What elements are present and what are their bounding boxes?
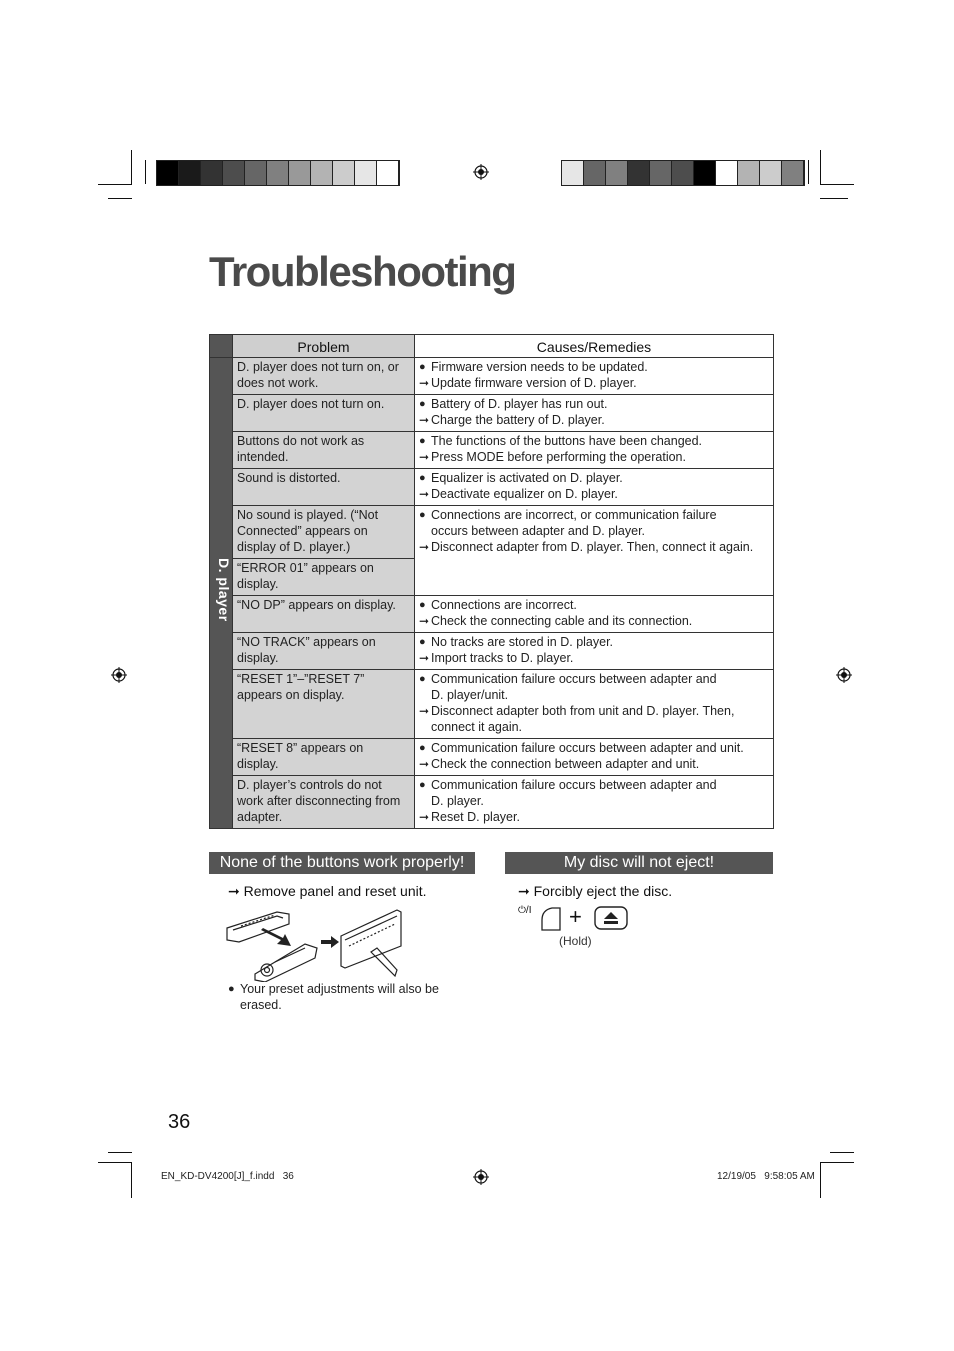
page-title: Troubleshooting (209, 248, 516, 295)
table-header-causes: Causes/Remedies (415, 335, 774, 358)
color-swatch (628, 161, 650, 185)
color-swatch (289, 161, 311, 185)
color-swatch (311, 161, 333, 185)
color-swatch (377, 161, 399, 185)
registration-mark-icon (836, 667, 852, 683)
registration-mark-icon (473, 1169, 489, 1185)
footer-timestamp: 12/19/05 9:58:05 AM (717, 1171, 815, 1182)
causes-cell: ● Communication failure occurs between adapter and D. player/unit. ➞ Disconnect adapter both from unit and D. player. Then, connect it again. (415, 670, 774, 739)
power-button-icon (538, 906, 564, 932)
arrow-icon: ➞ (419, 614, 430, 628)
hold-label: (Hold) (559, 934, 592, 948)
table-header-blank (210, 335, 233, 358)
causes-cell: ● Battery of D. player has run out. ➞ Charge the battery of D. player. (415, 395, 774, 432)
causes-cell: ● No tracks are stored in D. player. ➞ Import tracks to D. player. (415, 633, 774, 670)
instruction-remove-panel: ➞ Remove panel and reset unit. (228, 883, 427, 899)
color-swatch (606, 161, 628, 185)
problem-cell: “ERROR 01” appears on display. (233, 559, 415, 596)
problem-cell: D. player does not turn on, or does not work. (233, 358, 415, 395)
problem-cell: “RESET 1”–”RESET 7” appears on display. (233, 670, 415, 739)
power-symbol-label: ⏻/I (518, 905, 532, 916)
grayscale-color-bar-left (156, 160, 400, 186)
problem-cell: Sound is distorted. (233, 469, 415, 506)
crop-mark (131, 150, 132, 184)
section-label: D. player (216, 558, 232, 622)
crop-mark (820, 150, 821, 184)
causes-cell: ● Equalizer is activated on D. player. ➞ Deactivate equalizer on D. player. (415, 469, 774, 506)
section-side-tab (210, 358, 233, 829)
remove-panel-illustration (225, 906, 415, 982)
crop-mark (830, 1152, 854, 1153)
section-heading-eject: My disc will not eject! (505, 852, 773, 874)
preset-note: ● Your preset adjustments will also be erased. (228, 981, 439, 1013)
crop-mark (820, 198, 848, 199)
registration-mark-icon (473, 164, 489, 180)
troubleshooting-table (209, 334, 774, 829)
footer-file: EN_KD-DV4200[J]_f.indd 36 (161, 1171, 294, 1182)
arrow-icon: ➞ (419, 651, 430, 665)
arrow-icon: ➞ (419, 757, 430, 771)
table-row (210, 633, 774, 670)
problem-cell: Buttons do not work as intended. (233, 432, 415, 469)
causes-cell: ● Connections are incorrect. ➞ Check the connecting cable and its connection. (415, 596, 774, 633)
color-swatch (267, 161, 289, 185)
page-number: 36 (168, 1111, 191, 1133)
table-row (210, 358, 774, 395)
causes-cell: ● The functions of the buttons have been changed. ➞ Press MODE before performing the operation. (415, 432, 774, 469)
arrow-icon: ➞ (419, 810, 430, 824)
color-swatch (738, 161, 760, 185)
table-row (210, 739, 774, 776)
table-row (210, 670, 774, 739)
causes-cell: ● Communication failure occurs between adapter and D. player. ➞ Reset D. player. (415, 776, 774, 829)
problem-cell: “RESET 8” appears on display. (233, 739, 415, 776)
color-swatch (245, 161, 267, 185)
arrow-icon: ➞ (228, 883, 240, 899)
instruction-eject: ➞ Forcibly eject the disc. (518, 883, 673, 899)
crop-mark (808, 160, 809, 184)
problem-cell: No sound is played. (“Not Connected” appears on display of D. player.) (233, 506, 415, 559)
color-swatch (584, 161, 606, 185)
table-row (210, 469, 774, 506)
table-row (210, 506, 774, 559)
color-swatch (782, 161, 804, 185)
arrow-icon: ➞ (419, 487, 430, 501)
color-swatch (223, 161, 245, 185)
causes-cell: ● Connections are incorrect, or communication failure occurs between adapter and D. player. ➞ Disconnect adapter from D. player. Then, connect it again. (415, 506, 774, 596)
table-row (210, 776, 774, 829)
arrow-icon: ➞ (518, 883, 530, 899)
table-row (210, 395, 774, 432)
causes-cell: ● Communication failure occurs between adapter and unit. ➞ Check the connection between adapter and unit. (415, 739, 774, 776)
section-heading-buttons: None of the buttons work properly! (209, 852, 475, 874)
plus-sign: + (569, 904, 582, 929)
color-swatch (157, 161, 179, 185)
problem-cell: “NO DP” appears on display. (233, 596, 415, 633)
grayscale-color-bar-right (561, 160, 805, 186)
color-swatch (201, 161, 223, 185)
problem-cell: D. player does not turn on. (233, 395, 415, 432)
arrow-icon: ➞ (419, 413, 430, 427)
eject-button-icon (594, 906, 628, 930)
problem-cell: D. player’s controls do not work after disconnecting from adapter. (233, 776, 415, 829)
arrow-icon: ➞ (419, 450, 430, 464)
color-swatch (694, 161, 716, 185)
color-swatch (355, 161, 377, 185)
crop-mark (108, 198, 132, 199)
color-swatch (333, 161, 355, 185)
crop-mark (820, 1162, 821, 1198)
color-swatch (672, 161, 694, 185)
crop-mark (131, 1162, 132, 1198)
crop-mark (98, 1162, 132, 1163)
crop-mark (108, 1152, 132, 1153)
crop-mark (98, 184, 132, 185)
arrow-icon: ➞ (419, 376, 430, 390)
color-swatch (562, 161, 584, 185)
crop-mark (820, 184, 854, 185)
color-swatch (716, 161, 738, 185)
problem-cell: “NO TRACK” appears on display. (233, 633, 415, 670)
table-row (210, 596, 774, 633)
color-swatch (179, 161, 201, 185)
causes-cell: ● Firmware version needs to be updated. ➞ Update firmware version of D. player. (415, 358, 774, 395)
crop-mark (820, 1162, 854, 1163)
arrow-icon: ➞ (419, 704, 430, 718)
registration-mark-icon (111, 667, 127, 683)
color-swatch (650, 161, 672, 185)
color-swatch (760, 161, 782, 185)
table-header-problem: Problem (233, 335, 415, 358)
table-row (210, 432, 774, 469)
crop-mark (145, 160, 146, 184)
arrow-icon: ➞ (419, 540, 430, 554)
